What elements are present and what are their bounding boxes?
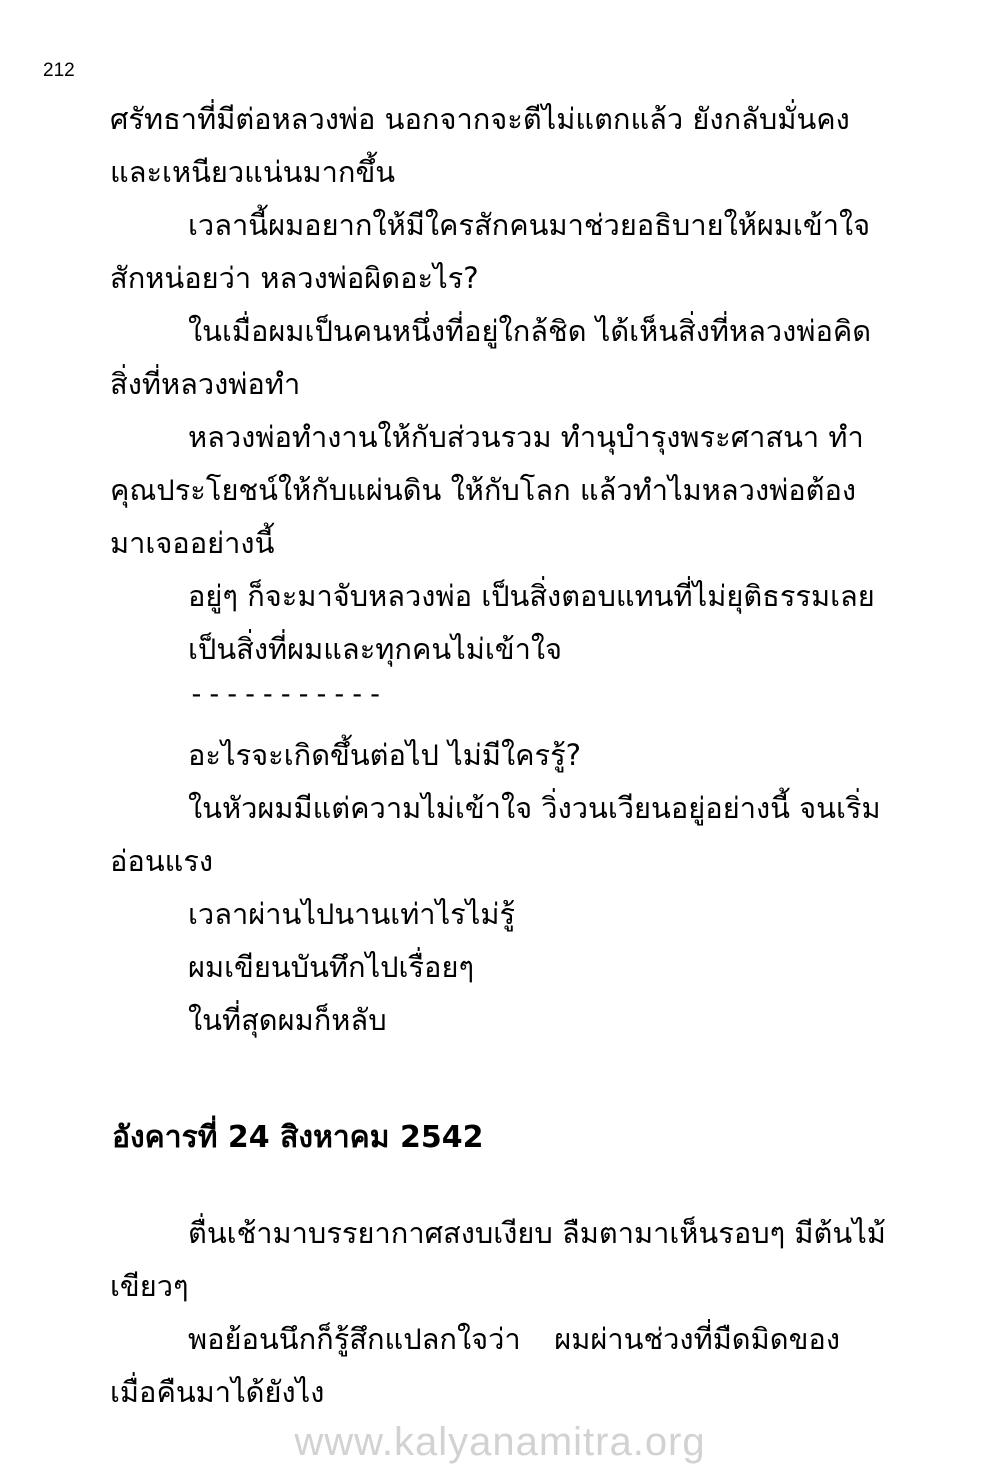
- text-line: ผมเขียนบันทึกไปเรื่อยๆ: [188, 950, 475, 984]
- text-line: มาเจออย่างนี้: [110, 526, 275, 560]
- text-line: สักหน่อยว่า หลวงพ่อผิดอะไร?: [110, 261, 479, 295]
- text-line: และเหนียวแน่นมากขึ้น: [110, 155, 396, 189]
- text-line: เวลาผ่านไปนานเท่าไรไม่รู้: [188, 897, 516, 931]
- text-line: สิ่งที่หลวงพ่อทำ: [110, 367, 301, 401]
- page-number: 212: [43, 60, 75, 81]
- text-line: หลวงพ่อทำงานให้กับส่วนรวม ทำนุบำรุงพระศาสนา ทำ: [188, 420, 864, 454]
- watermark: www.kalyanamitra.org: [294, 1420, 706, 1464]
- text-line: อ่อนแรง: [110, 844, 214, 878]
- text-line: คุณประโยชน์ให้กับแผ่นดิน ให้กับโลก แล้วทำไมหลวงพ่อต้อง: [110, 473, 857, 507]
- section-separator: -----------: [188, 677, 385, 710]
- text-line: เมื่อคืนมาได้ยังไง: [110, 1375, 325, 1409]
- text-line: ตื่นเช้ามาบรรยากาศสงบเงียบ ลืมตามาเห็นรอบๆ มีต้นไม้: [188, 1216, 886, 1250]
- text-line: ศรัทธาที่มีต่อหลวงพ่อ นอกจากจะตีไม่แตกแล้ว ยังกลับมั่นคง: [110, 102, 850, 136]
- text-line: เป็นสิ่งที่ผมและทุกคนไม่เข้าใจ: [188, 632, 563, 666]
- date-heading: อังคารที่ 24 สิงหาคม 2542: [112, 1120, 484, 1155]
- text-line: ในที่สุดผมก็หลับ: [188, 1003, 387, 1037]
- text-line: เขียวๆ: [110, 1269, 189, 1303]
- text-line: อยู่ๆ ก็จะมาจับหลวงพ่อ เป็นสิ่งตอบแทนที่ไม่ยุติธรรมเลย: [188, 579, 875, 613]
- text-line: ในเมื่อผมเป็นคนหนึ่งที่อยู่ใกล้ชิด ได้เห็นสิ่งที่หลวงพ่อคิด: [188, 314, 872, 348]
- text-line: เวลานี้ผมอยากให้มีใครสักคนมาช่วยอธิบายให้ผมเข้าใจ: [188, 208, 871, 242]
- text-line: พอย้อนนึกก็รู้สึกแปลกใจว่า ผมผ่านช่วงที่มืดมิดของ: [188, 1322, 840, 1356]
- text-line: ในหัวผมมีแต่ความไม่เข้าใจ วิ่งวนเวียนอยู่อย่างนี้ จนเริ่ม: [188, 791, 881, 825]
- text-line: อะไรจะเกิดขึ้นต่อไป ไม่มีใครรู้?: [188, 738, 582, 772]
